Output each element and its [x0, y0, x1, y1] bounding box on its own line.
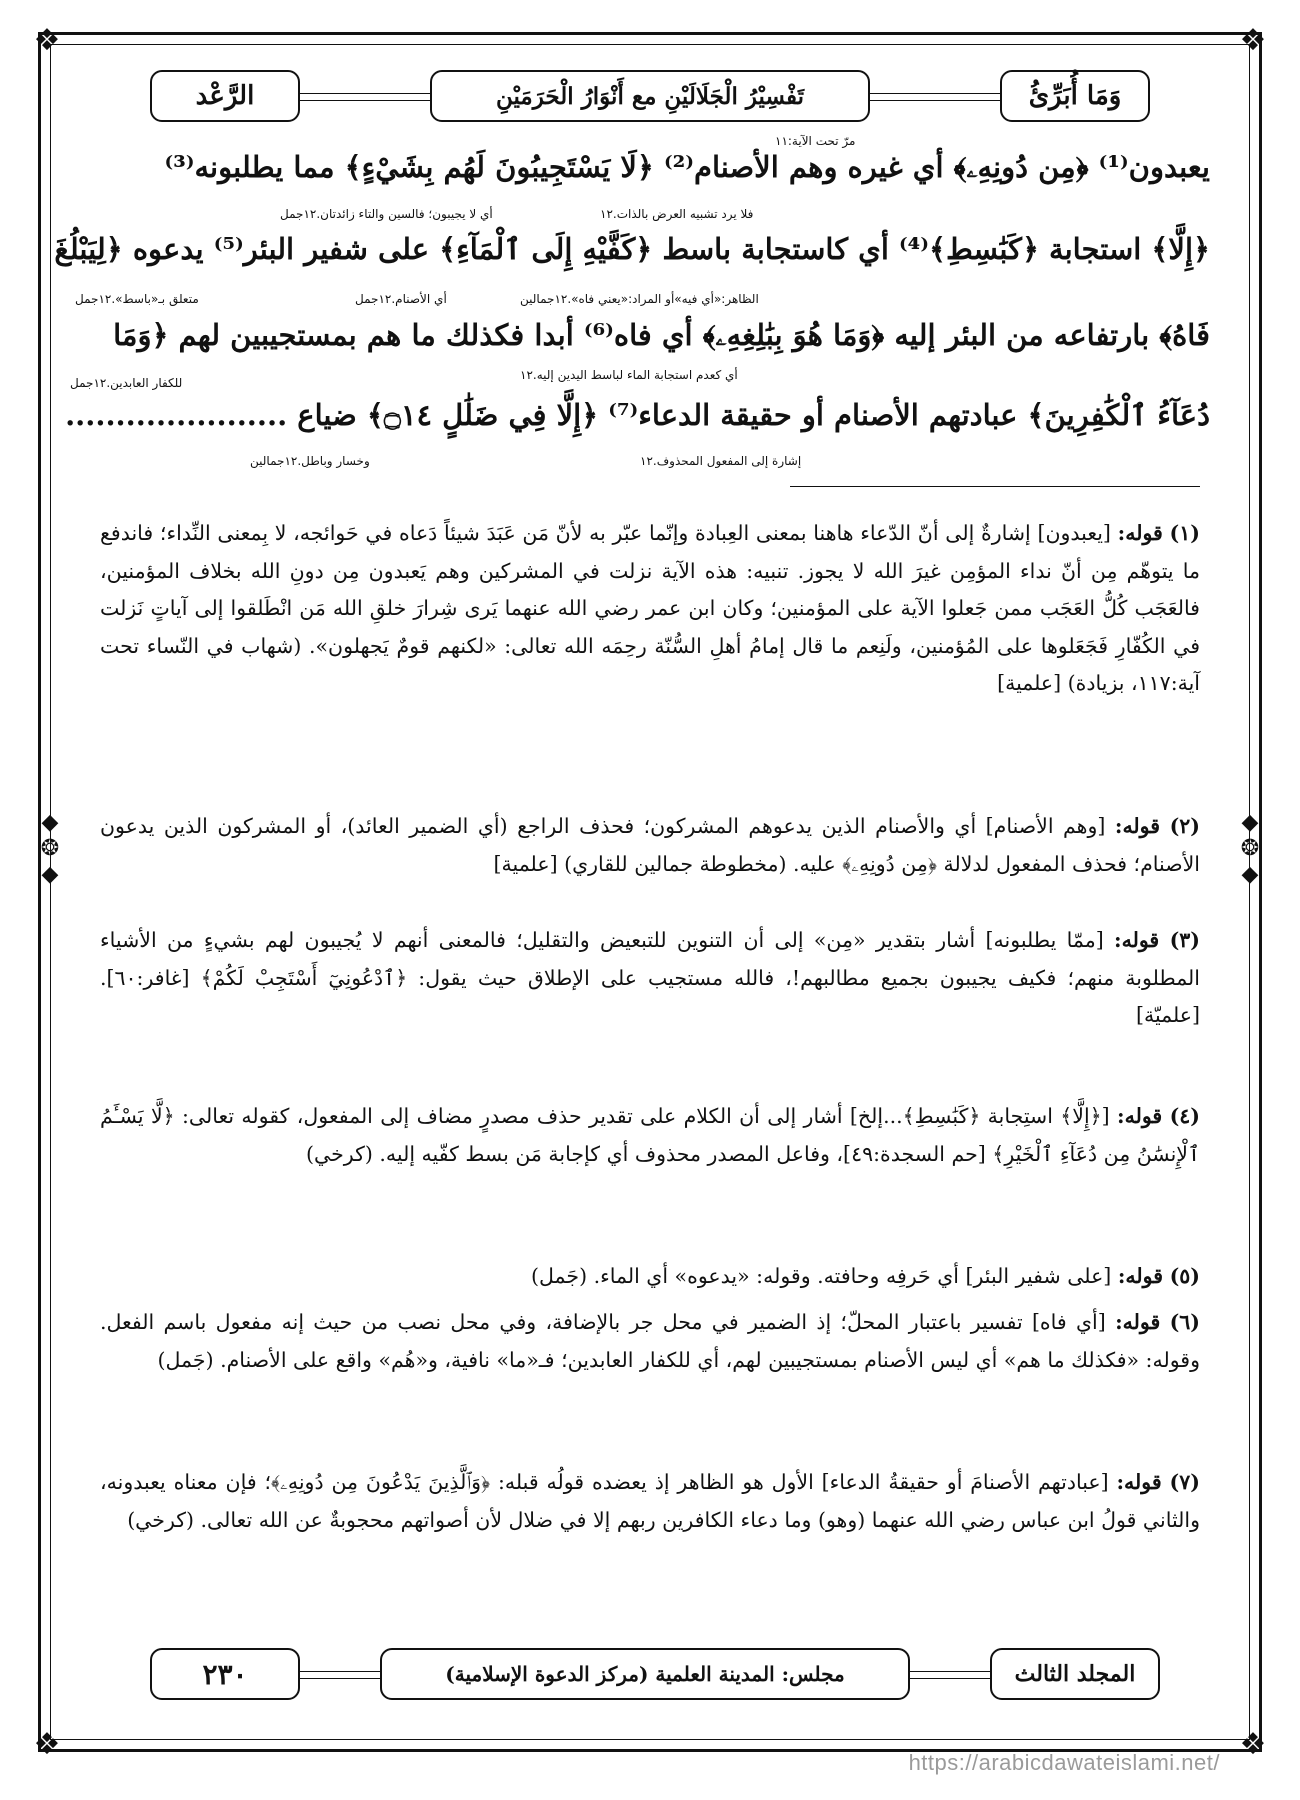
verse-line: ﴿إِلَّا﴾ استجابة ﴿كَبَٰسِطِ﴾⁽⁴⁾ أي كاستجابة باسط ﴿كَفَّيْهِ إِلَى ٱلْمَآءِ﴾ على شفير البئر⁽⁵⁾ يدعوه ﴿لِيَبْلُغَ — [54, 232, 1210, 266]
watermark-url: https://arabicdawateislami.net/ — [908, 1750, 1220, 1775]
footnote-label: قوله: — [1117, 1264, 1164, 1288]
marginal-note: متعلق بـ«باسط».١٢جمل — [75, 292, 199, 306]
volume-label: المجلد الثالث — [990, 1648, 1160, 1700]
marginal-note: إشارة إلى المفعول المحذوف.١٢ — [640, 454, 802, 468]
verse-line: يعبدون⁽¹⁾ ﴿مِن دُونِهِۦ﴾ أي غيره وهم الأصنام⁽²⁾ ﴿لَا يَسْتَجِيبُونَ لَهُم بِشَيْءٍ﴾ مما يطلبونه⁽³⁾ — [164, 150, 1210, 184]
footnote — [100, 1304, 1200, 1379]
footnote-text: [أي فاه] تفسير باعتبار المحلّ؛ إذ الضمير في محل جر بالإضافة، وفي محل نصب من حيث إنه مفعول باسم الفعل. وقوله: «فكذلك ما هم» أي ليس الأصنام بمستجيبين لهم، أي للكفار العابدين؛ فـ«ما» نافية، و«هُم» واقع على الأصنام. (جَمل) — [100, 1310, 1200, 1372]
footnote-separator — [790, 486, 1200, 487]
marginal-note: وخسار وباطل.١٢جمالين — [250, 454, 370, 468]
footnote-number: (٧) — [1169, 1470, 1200, 1494]
marginal-note: أي الأصنام.١٢جمل — [355, 292, 447, 306]
footnote-text: [ممّا يطلبونه] أشار بتقدير «مِن» إلى أن التنوين للتبعيض والتقليل؛ فالمعنى أنهم لا يُجيبون لهم بشيءٍ من الأشياء المطلوبة منهم؛ فكيف يجيبون بجميع مطالبهم!، فالله مستجيب على الإطلاق حيث يقول: ﴿ٱدْعُونِيٓ أَسْتَجِبْ لَكُمْ﴾ [غافر:٦٠]. [علميّة] — [100, 928, 1200, 1027]
side-ornament-icon: ◆ ❂ ◆ — [40, 810, 60, 887]
footnote-label: قوله: — [1117, 1104, 1163, 1128]
marginal-note: أي لا يجيبون؛ فالسين والتاء زائدتان.١٢جمل — [280, 207, 493, 221]
footer-rule — [910, 1671, 990, 1679]
footnote-text: [على شفير البئر] أي حَرفِه وحافته. وقوله: «يدعوه» أي الماء. (جَمل) — [531, 1264, 1112, 1288]
surah-start-title: وَمَا أُبَرِّئُ — [1000, 70, 1150, 122]
footnote-number: (٣) — [1169, 928, 1200, 952]
footnote — [100, 1464, 1200, 1539]
corner-ornament-icon: ❖ — [1239, 23, 1267, 58]
publisher-label: مجلس: المدينة العلمية (مركز الدعوة الإسلامية) — [380, 1648, 910, 1700]
footnote — [100, 808, 1200, 883]
header-rule — [870, 93, 1000, 101]
footnote-number: (١) — [1169, 521, 1200, 545]
footnote — [100, 1258, 1200, 1296]
corner-ornament-icon: ❖ — [1239, 1727, 1267, 1762]
page-number: ٢٣٠ — [150, 1648, 300, 1700]
surah-name: الرَّعْد — [150, 70, 300, 122]
footnote-number: (٥) — [1169, 1264, 1200, 1288]
footnote-number: (٢) — [1169, 814, 1200, 838]
verse-line: فَاهُ﴾ بارتفاعه من البئر إليه ﴿وَمَا هُوَ بِبَٰلِغِهِۦ﴾ أي فاه⁽⁶⁾ أبدا فكذلك ما هم بمستجيبين لهم ﴿وَمَا — [113, 318, 1210, 352]
marginal-note: للكفار العابدين.١٢جمل — [70, 376, 183, 390]
side-ornament-icon: ◆ ❂ ◆ — [1240, 810, 1260, 887]
marginal-note: الظاهر:«أي فيه»أو المراد:«يعني فاه».١٢جمالين — [520, 292, 759, 306]
book-title: تَفْسِيْرُ الْجَلَالَيْنِ مع أَنْوَارُ الْحَرَمَيْنِ — [430, 70, 870, 122]
marginal-note: أي كعدم استجابة الماء لباسط اليدين إليه.١٢ — [520, 368, 738, 382]
verse-line: دُعَآءُ ٱلْكَٰفِرِينَ﴾ عبادتهم الأصنام أو حقيقة الدعاء⁽⁷⁾ ﴿إِلَّا فِي ضَلَٰلٍ ۝١٤﴾ ضياع ...................... — [65, 398, 1210, 432]
footnote — [100, 515, 1200, 703]
footnote-label: قوله: — [1114, 928, 1160, 952]
marginal-note: مرّ تحت الآية:١١ — [775, 134, 856, 148]
footer-rule — [300, 1671, 380, 1679]
footnote-text: [عبادتهم الأصنامَ أو حقيقةُ الدعاء] الأول هو الظاهر إذ يعضده قولُه قبله: ﴿وَٱلَّذِينَ يَدْعُونَ مِن دُونِهِۦ﴾؛ فإن معناه يعبدونه، والثاني قولُ ابن عباس رضي الله عنهما (وهو) وما دعاء الكافرين ربهم إلا في ضلال لأن أصواتهم محجوبةٌ عن الله تعالى. (كرخي) — [100, 1470, 1200, 1532]
footnote-label: قوله: — [1114, 814, 1161, 838]
corner-ornament-icon: ❖ — [33, 23, 61, 58]
footnote-label: قوله: — [1116, 1470, 1162, 1494]
footnote — [100, 922, 1200, 1035]
footnote — [100, 1098, 1200, 1173]
corner-ornament-icon: ❖ — [33, 1727, 61, 1762]
footnote-text: [﴿إِلَّا﴾ استِجابة ﴿كَبَٰسِطِ﴾...إلخ] أشار إلى أن الكلام على تقدير حذف مصدرٍ مضاف إلى المفعول، كقوله تعالى: ﴿لَّا يَسْـَٔمُ ٱلْإِنسَٰنُ مِن دُعَآءِ ٱلْخَيْرِ﴾ [حم السجدة:٤٩]، وفاعل المصدر محذوف أي كإجابة مَن بسط كفّيه إليه. (كرخي) — [100, 1104, 1200, 1166]
marginal-note: فلا يرد تشبيه العرض بالذات.١٢ — [600, 207, 754, 221]
footnote-text: [وهم الأصنام] أي والأصنام الذين يدعوهم المشركون؛ فحذف الراجع (أي الضمير العائد)، أو المشركون الذين يدعون الأصنام؛ فحذف المفعول لدلالة ﴿مِن دُونِهِۦ﴾ عليه. (مخطوطة جمالين للقاري) [علمية] — [100, 814, 1200, 876]
footnote-text: [يعبدون] إشارةٌ إلى أنّ الدّعاء هاهنا بمعنى العِبادة وإنّما عبّر به لأنّ مَن عَبَدَ شيئاً دَعاه في حَوائجه، لا بِمعنى النِّداء؛ فاندفع ما يتوهّم مِن أنّ نداء المؤمِن غيرَ الله لا يجوز. تنبيه: هذه الآية نزلت في المشركين وهم يَعبدون مِن دونِ الله بخلاف المؤمنين، فالعَجَب كُلُّ العَجَب ممن جَعلوا الآية على المؤمنين؛ وكان ابن عمر رضي الله عنهما يَرى شِرارَ خلقِ الله مَن انْطَلقوا إلى آياتٍ نَزلت في الكُفّارِ فَجَعَلوها على المُؤمنين، ولَنِعم ما قال إمامُ أهلِ السُّنّة رحِمَه الله تعالى: «لكنهم قومٌ يَجهلون». (شهاب في النّساء تحت آية:١١٧، بزيادة) [علمية] — [100, 521, 1200, 695]
footnote-label: قوله: — [1117, 521, 1163, 545]
footnote-label: قوله: — [1115, 1310, 1161, 1334]
footnote-number: (٦) — [1169, 1310, 1200, 1334]
header-rule — [300, 93, 430, 101]
footnote-number: (٤) — [1169, 1104, 1200, 1128]
